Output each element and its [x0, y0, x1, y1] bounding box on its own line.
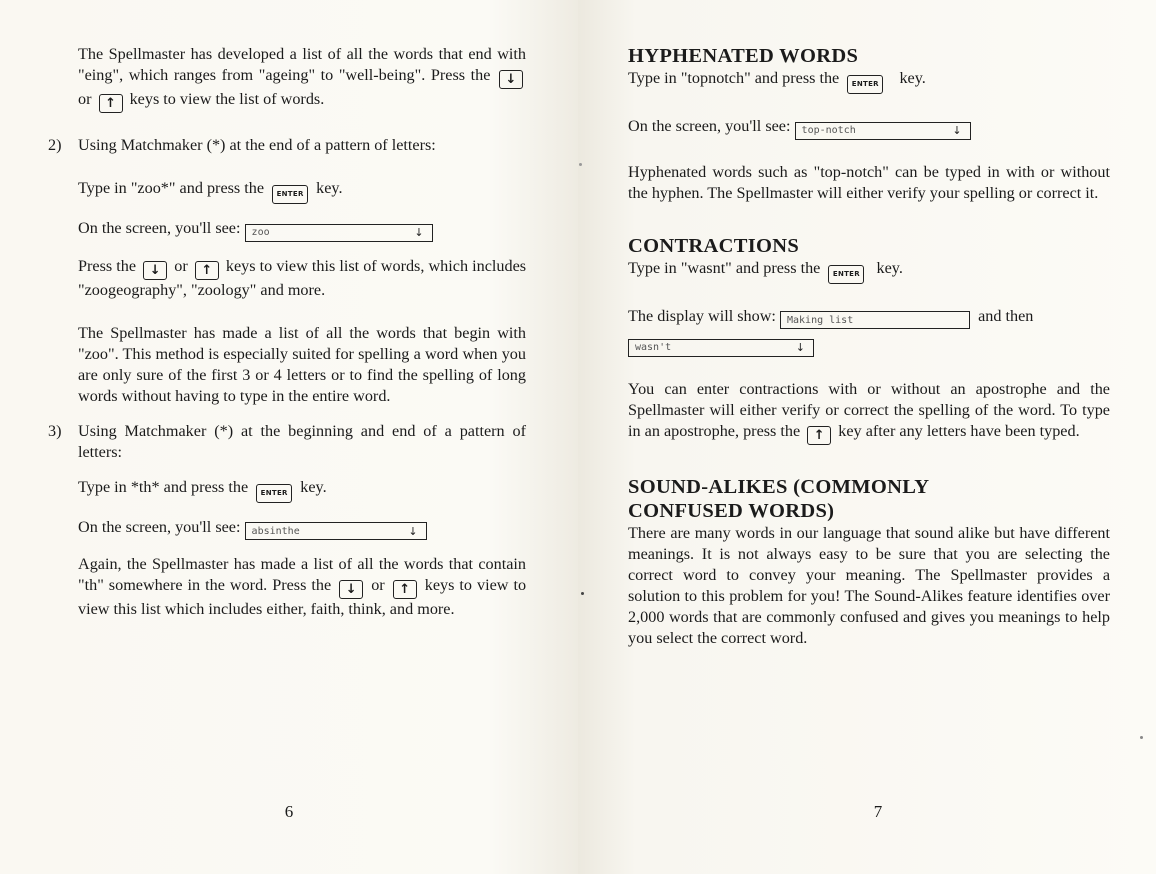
- lcd-th-text: absinthe: [251, 525, 300, 537]
- screen-th-line: [48, 517, 526, 541]
- down-arrow-key-icon: ↓: [339, 580, 363, 599]
- press-zoo-text: Press the: [78, 256, 137, 275]
- lcd-display-making-list: [780, 311, 970, 329]
- lcd-display-zoo: [245, 224, 433, 242]
- hyphenated-heading: HYPHENATED WORDS: [628, 45, 859, 67]
- hyphen-type-post: key.: [899, 69, 926, 87]
- hyphen-type-text: Type in "topnotch" and press the: [628, 69, 840, 87]
- down-arrow-key-icon: ↓: [143, 261, 167, 280]
- th-list-or: or: [371, 576, 385, 594]
- page-number-right: 7: [873, 802, 883, 821]
- step-3: [48, 421, 526, 463]
- th-list-paragraph: [48, 554, 526, 620]
- type-zoo-post: key.: [316, 179, 343, 197]
- type-th-text: Type in *th* and press the: [78, 477, 249, 496]
- hyphen-screen-line: [628, 116, 1110, 140]
- up-arrow-key-icon: ↑: [807, 426, 831, 445]
- cursor-down-icon: ↓: [408, 524, 418, 538]
- and-then-text: and then: [978, 306, 1034, 325]
- th-list-text: Again, the Spellmaster has made a list of all the words that contain "th" somewhere in the word. Press the: [78, 555, 526, 594]
- contractions-para-end: key after any letters have been typed.: [838, 421, 1080, 440]
- soundalikes-heading-line-2: CONFUSED WORDS): [628, 499, 835, 522]
- hyphen-paragraph: Hyphenated words such as "top-notch" can be typed in with or without the hyphen. The Spellmaster will either verify your spelling or correct it.: [628, 162, 1110, 202]
- lcd-making-list-text: Making list: [786, 314, 854, 326]
- enter-key-icon: ENTER: [847, 75, 883, 94]
- contractions-heading: CONTRACTIONS: [628, 234, 800, 257]
- left-page-column: [48, 44, 526, 620]
- cursor-down-icon: ↓: [414, 226, 424, 239]
- intro-text-end: keys to view the list of words.: [129, 90, 325, 108]
- print-speck: [579, 163, 582, 166]
- contractions-paragraph: [628, 379, 1110, 445]
- right-page: [578, 0, 1156, 874]
- lcd-display-topnotch: [795, 122, 971, 140]
- contractions-display-label: The display will show:: [628, 306, 776, 325]
- lcd-wasnt-text: wasn't: [635, 342, 672, 353]
- step-3-number: 3): [48, 421, 62, 440]
- press-zoo-post: keys to view this list of words, which includes "zoogeography", "zoology" and more.: [78, 256, 527, 299]
- intro-or: or: [78, 90, 92, 108]
- print-speck: [1140, 736, 1143, 739]
- right-page-column: [628, 44, 1110, 649]
- zoo-list-paragraph: The Spellmaster has made a list of all the words that begin with "zoo". This method is especially suited for spelling a word when you are only sure of the first 3 or 4 letters or to find the spelling of long words without having to type in the entire word.: [78, 323, 526, 405]
- page-number-left: 6: [284, 802, 294, 821]
- up-arrow-key-icon: ↑: [99, 94, 123, 113]
- type-th-post: key.: [300, 477, 327, 496]
- press-zoo-or: or: [174, 256, 188, 275]
- contractions-display-line: [628, 306, 1110, 330]
- up-arrow-key-icon: ↑: [393, 580, 417, 599]
- enter-key-icon: ENTER: [256, 484, 292, 503]
- contractions-type-text: Type in "wasnt" and press the: [628, 258, 821, 277]
- screen-zoo-label: On the screen, you'll see:: [78, 219, 241, 237]
- contractions-type-post: key.: [876, 258, 903, 277]
- contractions-para-text: You can enter contractions with or without an apostrophe and the Spellmaster will either verify or correct the spelling of the word. To type in an apostrophe, press the: [628, 379, 1110, 440]
- soundalikes-heading-line-1: SOUND-ALIKES (COMMONLY: [628, 475, 930, 498]
- intro-text: The Spellmaster has developed a list of all the words that end with "eing", which ranges from "ageing" to "well-being". Press the: [78, 45, 526, 84]
- contractions-second-display: [628, 333, 1110, 357]
- th-list-end: keys to view to view this list which includes either, faith, think, and more.: [78, 576, 527, 618]
- hyphen-type-line: [628, 68, 1110, 94]
- soundalikes-paragraph: There are many words in our language that sound alike but have different meanings. It is not always easy to be sure that you are selecting the correct word to convey your meaning. The Spellmaster provides a solution to this problem for you! The Sound-Alikes feature identifies over 2,000 words that are commonly confused and gives you meanings to help you select the correct word.: [628, 523, 1110, 647]
- screen-zoo-line: [48, 218, 526, 242]
- up-arrow-key-icon: ↑: [195, 261, 219, 280]
- enter-key-icon: ENTER: [272, 185, 308, 204]
- print-speck: [581, 592, 584, 595]
- type-zoo-text: Type in "zoo*" and press the: [78, 179, 265, 197]
- soundalikes-heading: [628, 475, 1110, 523]
- lcd-topnotch-text: top-notch: [801, 125, 856, 136]
- down-arrow-key-icon: ↓: [499, 70, 523, 89]
- type-zoo-line: [48, 178, 526, 204]
- intro-paragraph: [48, 44, 526, 113]
- step-2: [48, 135, 526, 156]
- type-th-line: [48, 477, 526, 503]
- step-2-text: Using Matchmaker (*) at the end of a pattern of letters:: [78, 136, 436, 154]
- hyphen-screen-label: On the screen, you'll see:: [628, 117, 791, 135]
- step-3-text: Using Matchmaker (*) at the beginning and end of a pattern of letters:: [78, 421, 526, 461]
- contractions-type-line: [628, 258, 1110, 284]
- press-zoo-paragraph: [48, 256, 526, 301]
- lcd-zoo-text: zoo: [251, 227, 270, 238]
- cursor-down-icon: ↓: [795, 341, 805, 354]
- step-2-number: 2): [48, 136, 62, 154]
- enter-key-icon: ENTER: [828, 265, 864, 284]
- screen-th-label: On the screen, you'll see:: [78, 517, 241, 536]
- cursor-down-icon: ↓: [952, 124, 962, 137]
- lcd-display-wasnt: [628, 339, 814, 357]
- lcd-display-th: [245, 522, 427, 540]
